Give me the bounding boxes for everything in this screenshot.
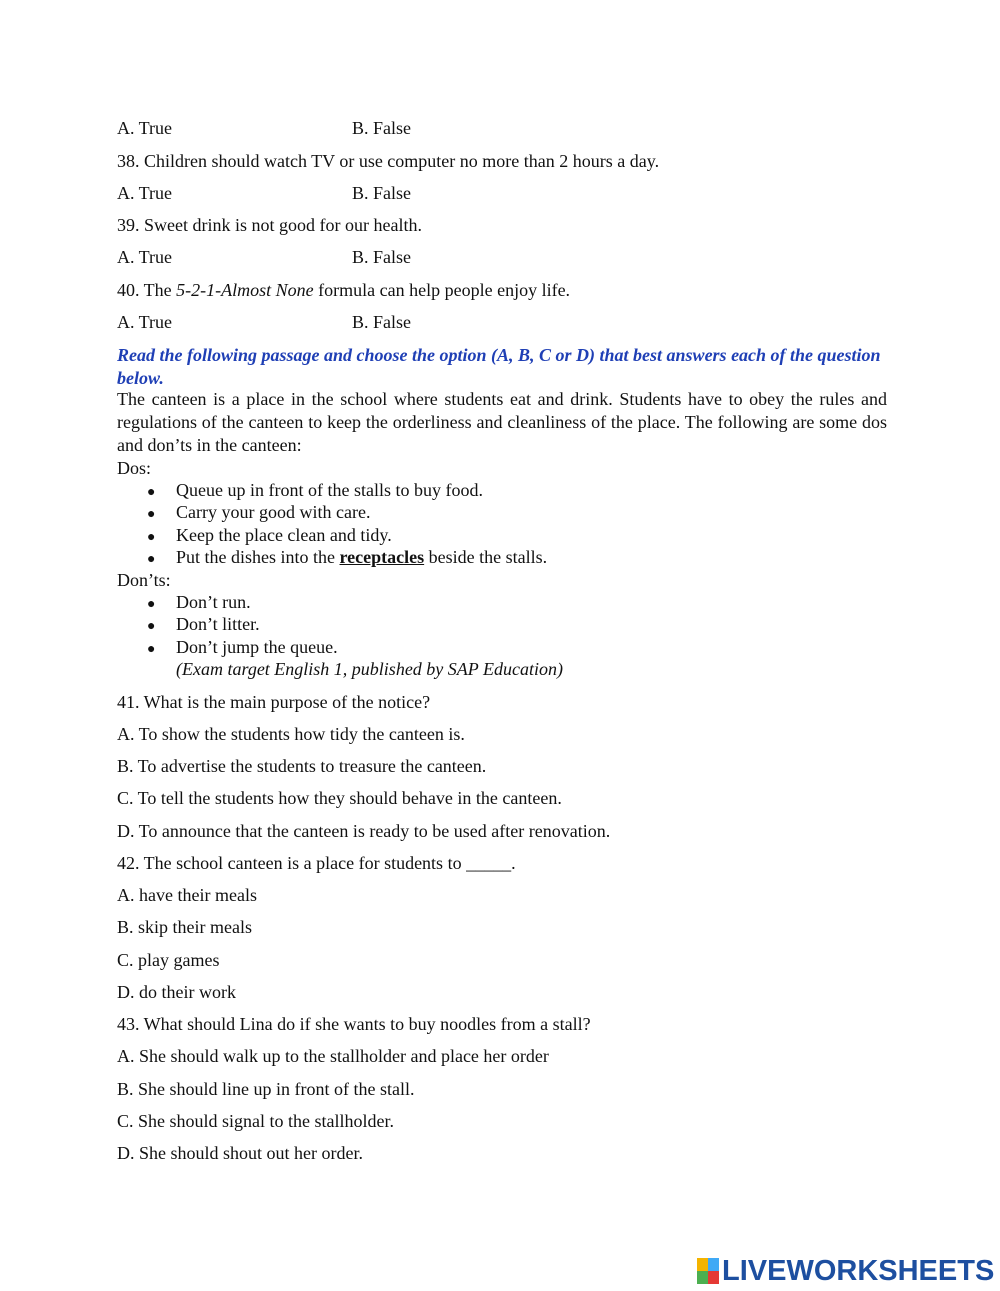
donts-item: ● Don’t jump the queue. xyxy=(147,636,338,661)
q38-option-b[interactable]: B. False xyxy=(352,183,412,203)
q37-options xyxy=(117,117,412,139)
dos-item: ● Keep the place clean and tidy. xyxy=(147,524,392,549)
q39-text: 39. Sweet drink is not good for our health. xyxy=(117,215,422,235)
q40-text xyxy=(117,279,570,301)
q40-option-b[interactable]: B. False xyxy=(352,312,412,332)
dos-label: Dos: xyxy=(117,458,152,478)
q42-option-a[interactable]: A. have their meals xyxy=(117,885,257,905)
dos-item: ● Queue up in front of the stalls to buy food. xyxy=(147,479,483,504)
q42-text: 42. The school canteen is a place for students to _____. xyxy=(117,853,516,873)
logo-block xyxy=(708,1271,719,1284)
liveworksheets-logo-icon xyxy=(697,1258,719,1284)
q40-option-a[interactable]: A. True xyxy=(117,312,173,332)
dos-item: ● Put the dishes into the receptacles beside the stalls. xyxy=(147,546,547,571)
liveworksheets-logo xyxy=(697,1255,994,1287)
bullet-icon: ● xyxy=(147,642,156,657)
q43-option-a[interactable]: A. She should walk up to the stallholder and place her order xyxy=(117,1046,549,1066)
q41-option-c[interactable]: C. To tell the students how they should behave in the canteen. xyxy=(117,788,562,808)
q38-option-a[interactable]: A. True xyxy=(117,183,173,203)
logo-block xyxy=(697,1258,708,1271)
q40-formula: 5-2-1-Almost None xyxy=(176,280,314,300)
q42-option-d[interactable]: D. do their work xyxy=(117,982,236,1002)
q37-option-b[interactable]: B. False xyxy=(352,118,412,138)
donts-item: ● Don’t litter. xyxy=(147,613,260,638)
bullet-icon: ● xyxy=(147,507,156,522)
keyword-receptacles: receptacles xyxy=(339,547,425,567)
q43-option-b[interactable]: B. She should line up in front of the stall. xyxy=(117,1079,415,1099)
q39-options xyxy=(117,246,412,268)
q40-suffix: formula can help people enjoy life. xyxy=(313,280,571,300)
q41-text: 41. What is the main purpose of the notice? xyxy=(117,692,431,712)
bullet-icon: ● xyxy=(147,552,156,567)
q43-option-d[interactable]: D. She should shout out her order. xyxy=(117,1143,363,1163)
q37-option-a[interactable]: A. True xyxy=(117,118,173,138)
dos-item: ● Carry your good with care. xyxy=(147,501,370,526)
q38-text: 38. Children should watch TV or use computer no more than 2 hours a day. xyxy=(117,151,660,171)
bullet-icon: ● xyxy=(147,485,156,500)
q41-option-d[interactable]: D. To announce that the canteen is ready to be used after renovation. xyxy=(117,821,611,841)
q43-text: 43. What should Lina do if she wants to buy noodles from a stall? xyxy=(117,1014,591,1034)
bullet-icon: ● xyxy=(147,619,156,634)
q40-options xyxy=(117,311,412,333)
donts-item: ● Don’t run. xyxy=(147,591,251,616)
q42-option-b[interactable]: B. skip their meals xyxy=(117,917,252,937)
q40-prefix: 40. The xyxy=(117,280,177,300)
q43-option-c[interactable]: C. She should signal to the stallholder. xyxy=(117,1111,394,1131)
q41-option-a[interactable]: A. To show the students how tidy the canteen is. xyxy=(117,724,465,744)
logo-block xyxy=(697,1271,708,1284)
q41-option-b[interactable]: B. To advertise the students to treasure the canteen. xyxy=(117,756,487,776)
logo-block xyxy=(708,1258,719,1271)
reading-passage: The canteen is a place in the school where students eat and drink. Students have to obey the rules and regulations of the canteen to keep the orderliness and cleanliness of the place. The following are some dos and don’ts in the canteen: xyxy=(117,389,887,455)
liveworksheets-logo-text: LIVEWORKSHEETS xyxy=(722,1254,995,1287)
bullet-icon: ● xyxy=(147,597,156,612)
q39-option-b[interactable]: B. False xyxy=(352,247,412,267)
q39-option-a[interactable]: A. True xyxy=(117,247,173,267)
bullet-icon: ● xyxy=(147,530,156,545)
passage-source: (Exam target English 1, published by SAP Education) xyxy=(176,659,563,679)
q38-options xyxy=(117,182,412,204)
reading-instruction: Read the following passage and choose the option (A, B, C or D) that best answers each of the question below. xyxy=(117,345,881,388)
donts-label: Don’ts: xyxy=(117,570,171,590)
q42-option-c[interactable]: C. play games xyxy=(117,950,220,970)
